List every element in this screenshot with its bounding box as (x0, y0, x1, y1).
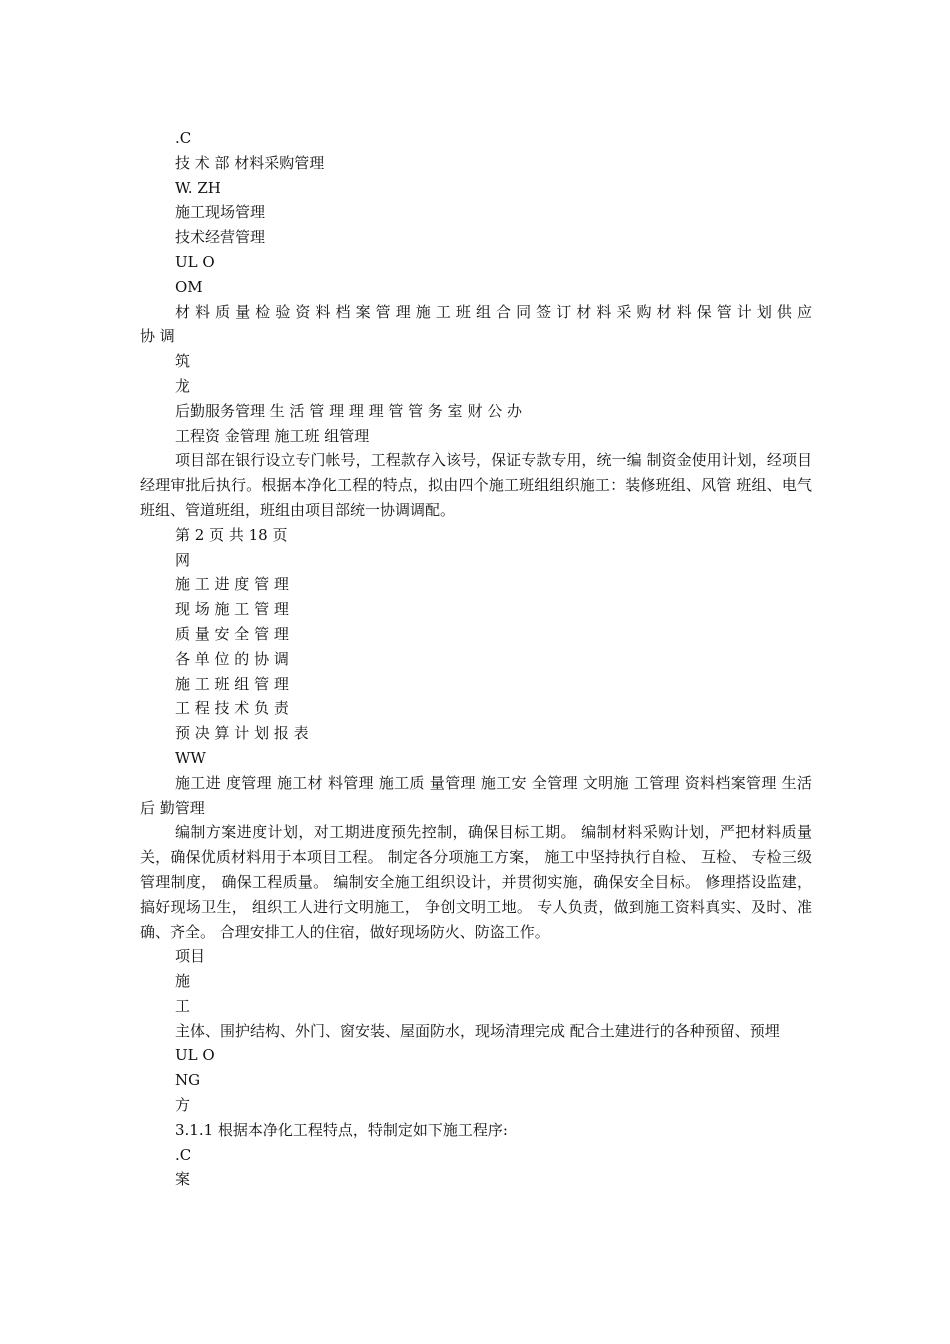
text-line: 工程资 金管理 施工班 组管理 (175, 426, 370, 445)
text-line: 案 (175, 1170, 191, 1189)
text-line: 技术经营管理 (175, 228, 266, 247)
text-line: 方 (175, 1096, 191, 1115)
text-line: 龙 (175, 376, 191, 395)
text-line: 施工现场管理 (175, 203, 266, 222)
text-line: 项目 (175, 947, 206, 966)
text-line: NG (175, 1071, 201, 1090)
text-line: W. ZH (175, 178, 221, 197)
text-line: OM (175, 277, 203, 296)
paragraph: 材 料 质 量 检 验 资 料 档 案 管 理 施 工 班 组 合 同 签 订 材 料 采 购 材 料 保 管 计 划 供 应 协 调 (140, 302, 812, 346)
paragraph: 项目部在银行设立专门帐号，工程款存入该号，保证专款专用，统一编 制资金使用计划，经项目经理审批后执行。根据本净化工程的特点，拟由四个施工班组组织施工：装修班组、风管 班组、电气班组、管道班组，班组由项目部统一协调调配。 (140, 451, 812, 519)
text-line: 筑 (175, 352, 191, 371)
text-line: 工 (175, 996, 191, 1015)
text-line: 施 (175, 972, 191, 991)
paragraph: 主体、围护结构、外门、窗安装、屋面防水，现场清理完成 配合土建进行的各种预留、预埋 (175, 1021, 780, 1040)
text-line: WW (175, 748, 206, 767)
paragraph: 编制方案进度计划，对工期进度预先控制，确保目标工期。 编制材料采购计划，严把材料质量关，确保优质材料用于本项目工程。 制定各分项施工方案， 施工中坚持执行自检、 互检、 专检三级管理制度， 确保工程质量。 编制安全施工组织设计，并贯彻实施，确保安全目标。 修理搭设监建， 搞好现场卫生， 组织工人进行文明施工， 争创文明工地。 专人负责，做到施工资料真实、及时、准确、齐全。 合理安排工人的住宿，做好现场防火、防盗工作。 (140, 823, 812, 941)
section-heading: 3.1.1 根据本净化工程特点，特制定如下施工程序: (175, 1120, 508, 1139)
page-number: 第 2 页 共 18 页 (175, 525, 288, 544)
text-line: .C (175, 1145, 192, 1164)
text-line: 质 量 安 全 管 理 (175, 624, 289, 643)
paragraph: 施工进 度管理 施工材 料管理 施工质 量管理 施工安 全管理 文明施 工管理 资料档案管理 生活后 勤管理 (140, 773, 812, 817)
text-line: UL O (175, 252, 215, 271)
text-line: 预 决 算 计 划 报 表 (175, 724, 309, 743)
text-line: 后勤服务管理 生 活 管 理 理 理 管 管 务 室 财 公 办 (175, 401, 522, 420)
text-line: 施 工 班 组 管 理 (175, 674, 289, 693)
text-line: 技 术 部 材料采购管理 (175, 153, 325, 172)
text-line: UL O (175, 1046, 215, 1065)
document-body (140, 126, 812, 1192)
text-line: 网 (175, 550, 191, 569)
text-line: 现 场 施 工 管 理 (175, 600, 289, 619)
text-line: 施 工 进 度 管 理 (175, 575, 289, 594)
text-line: 各 单 位 的 协 调 (175, 649, 289, 668)
text-line: .C (175, 129, 192, 147)
text-line: 工 程 技 术 负 责 (175, 699, 289, 718)
